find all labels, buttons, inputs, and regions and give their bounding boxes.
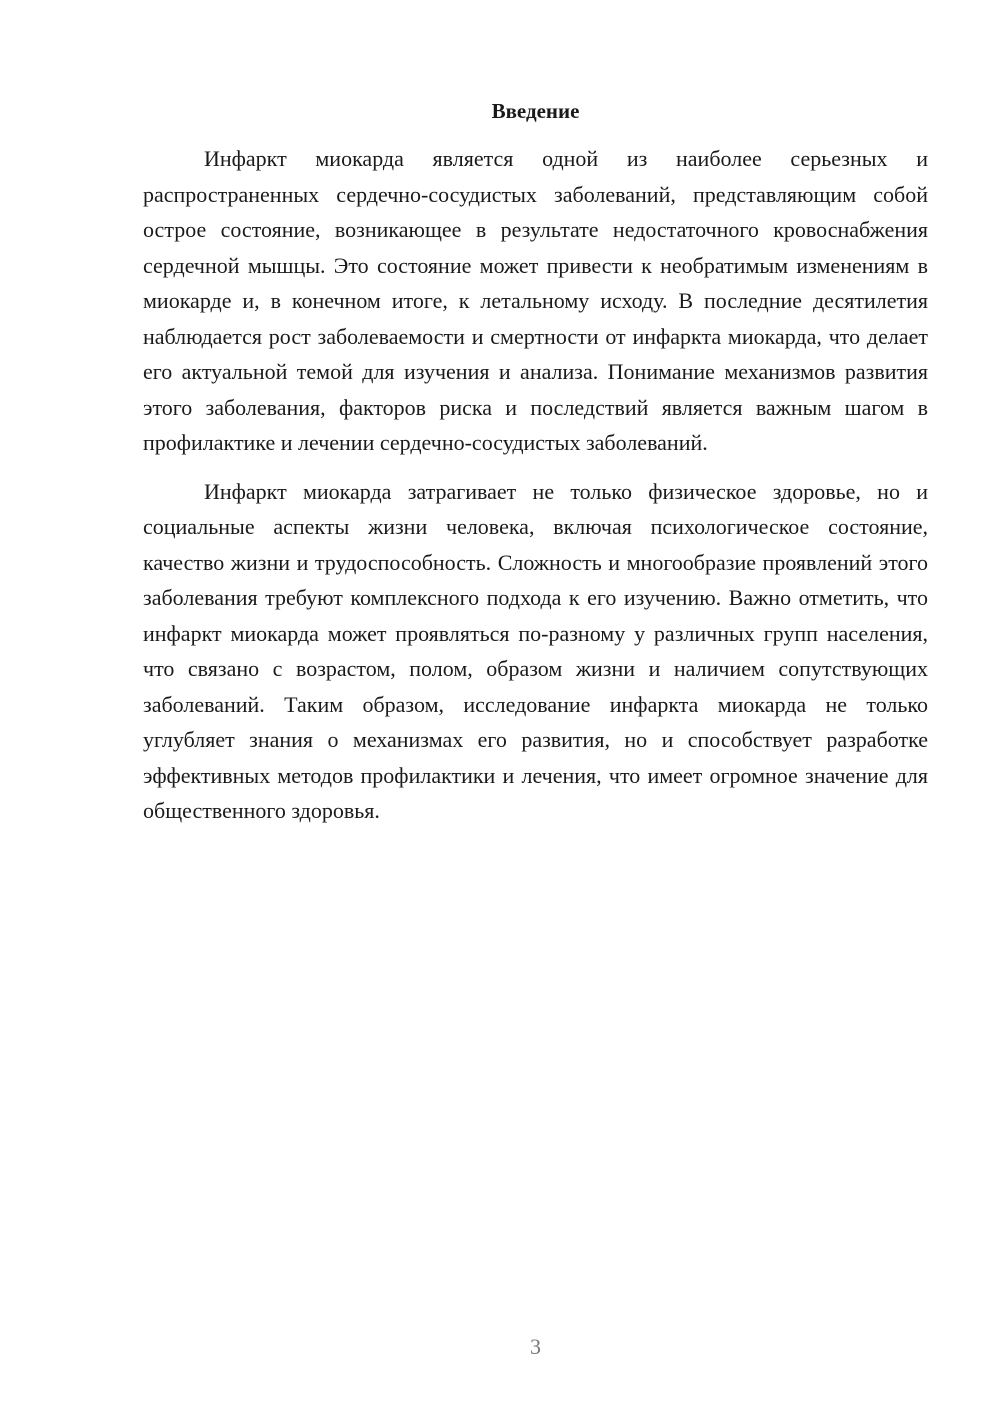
section-heading: Введение — [491, 99, 580, 123]
page-number: 3 — [530, 1334, 541, 1359]
paragraph-1: Инфаркт миокарда является одной из наиболее серьезных и распространенных сердечно-сосудистых заболеваний, представляющим собой острое состояние, возникающее в результате недостаточного кровоснабжения сердечной мышцы. Это состояние может привести к необратимым изменениям в миокарде и, в конечном итоге, к летальному исходу. В последние десятилетия наблюдается рост заболеваемости и смертности от инфаркта миокарда, что делает его актуальной темой для изучения и анализа. Понимание механизмов развития этого заболевания, факторов риска и последствий является важным шагом в профилактике и лечении сердечно-сосудистых заболеваний. — [143, 146, 928, 455]
paragraph-2: Инфаркт миокарда затрагивает не только физическое здоровье, но и социальные аспекты жизни человека, включая психологическое состояние, качество жизни и трудоспособность. Сложность и многообразие проявлений этого заболевания требуют комплексного подхода к его изучению. Важно отметить, что инфаркт миокарда может проявляться по-разному у различных групп населения, что связано с возрастом, полом, образом жизни и наличием сопутствующих заболеваний. Таким образом, исследование инфаркта миокарда не только углубляет знания о механизмах его развития, но и способствует разработке эффективных методов профилактики и лечения, что имеет огромное значение для общественного здоровья. — [143, 478, 928, 823]
body-text — [143, 141, 928, 829]
